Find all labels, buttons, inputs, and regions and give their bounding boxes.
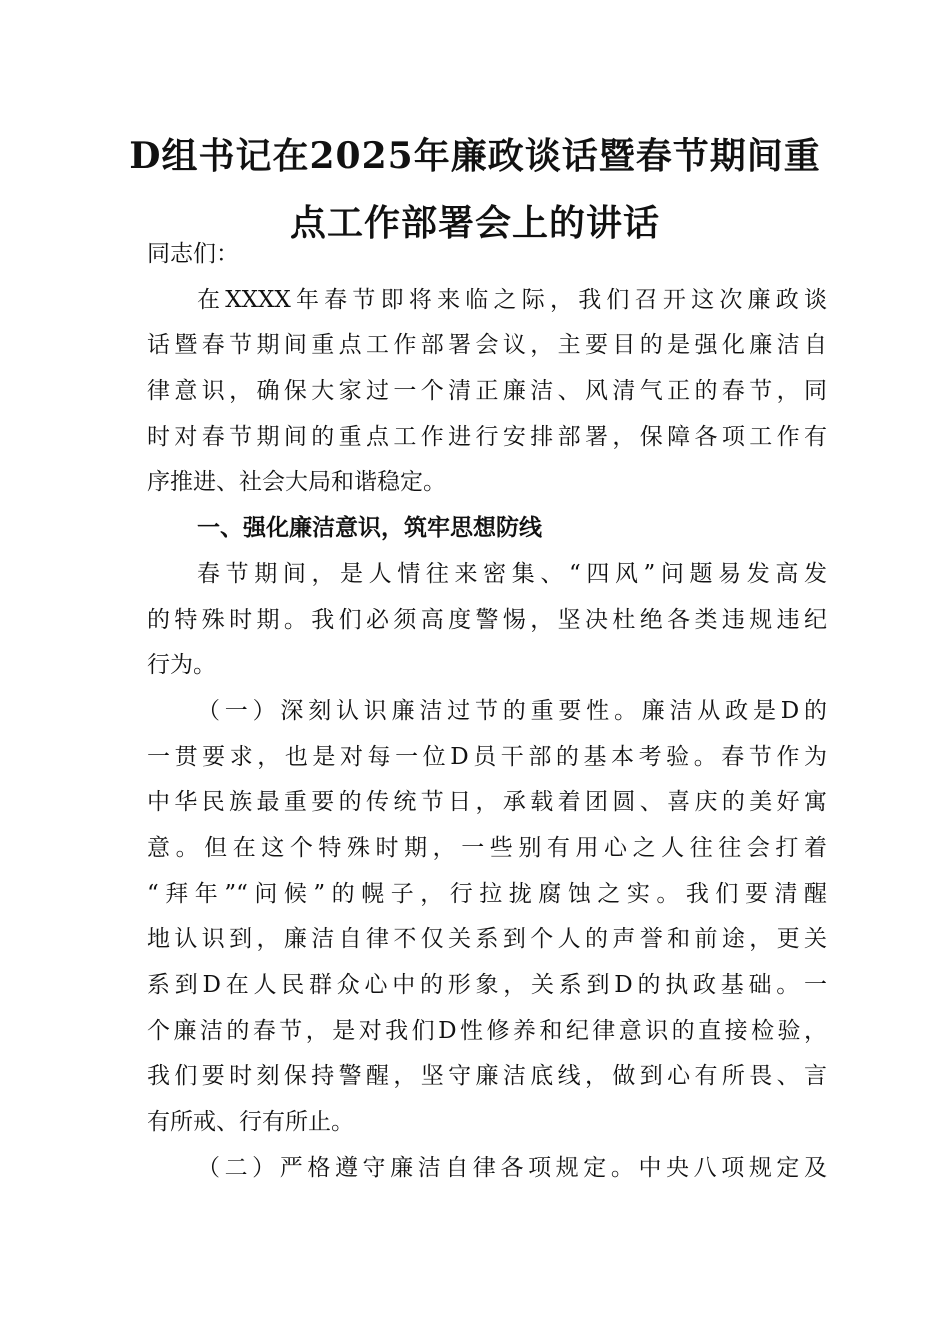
salutation: 同志们： (147, 241, 239, 267)
paragraph-line: 行为。 (147, 652, 216, 679)
intro-line: 时对春节期间的重点工作进行安排部署，保障各项工作有 (147, 423, 827, 450)
document-title-line-1: D组书记在2025年廉政谈话暨春节期间重 (129, 135, 821, 177)
paragraph-line: “拜年”“问候”的幌子，行拉拢腐蚀之实。我们要清醒 (147, 880, 827, 907)
paragraph-line: 意。但在这个特殊时期，一些别有用心之人往往会打着 (147, 834, 827, 861)
paragraph-line: 我们要时刻保持警醒，坚守廉洁底线，做到心有所畏、言 (147, 1063, 827, 1090)
paragraph-line: （一）深刻认识廉洁过节的重要性。廉洁从政是D的 (197, 697, 827, 724)
document-title-line-2: 点工作部署会上的讲话 (289, 202, 660, 244)
section-heading-1: 一、强化廉洁意识，筑牢思想防线 (197, 515, 542, 542)
paragraph-line: 系到D在人民群众心中的形象，关系到D的执政基础。一 (147, 972, 827, 998)
paragraph-line: 春节期间，是人情往来密集、“四风”问题易发高发 (197, 560, 827, 587)
intro-line: 律意识，确保大家过一个清正廉洁、风清气正的春节，同 (147, 378, 827, 405)
paragraph-line: 个廉洁的春节，是对我们D性修养和纪律意识的直接检验， (147, 1017, 827, 1044)
intro-line: 话暨春节期间重点工作部署会议，主要目的是强化廉洁自 (147, 332, 827, 359)
paragraph-line: 中华民族最重要的传统节日，承载着团圆、喜庆的美好寓 (147, 789, 827, 816)
document-body (147, 232, 827, 1191)
intro-line: 在XXXX年春节即将来临之际，我们召开这次廉政谈 (197, 286, 827, 313)
paragraph-line: 有所戒、行有所止。 (147, 1109, 354, 1136)
intro-line: 序推进、社会大局和谐稳定。 (147, 469, 446, 496)
paragraph-line: 地认识到，廉洁自律不仅关系到个人的声誉和前途，更关 (147, 926, 827, 953)
paragraph-line: 一贯要求，也是对每一位D员干部的基本考验。春节作为 (147, 743, 827, 770)
paragraph-line: （二）严格遵守廉洁自律各项规定。中央八项规定及 (197, 1154, 827, 1181)
paragraph-line: 的特殊时期。我们必须高度警惕，坚决杜绝各类违规违纪 (147, 606, 827, 633)
